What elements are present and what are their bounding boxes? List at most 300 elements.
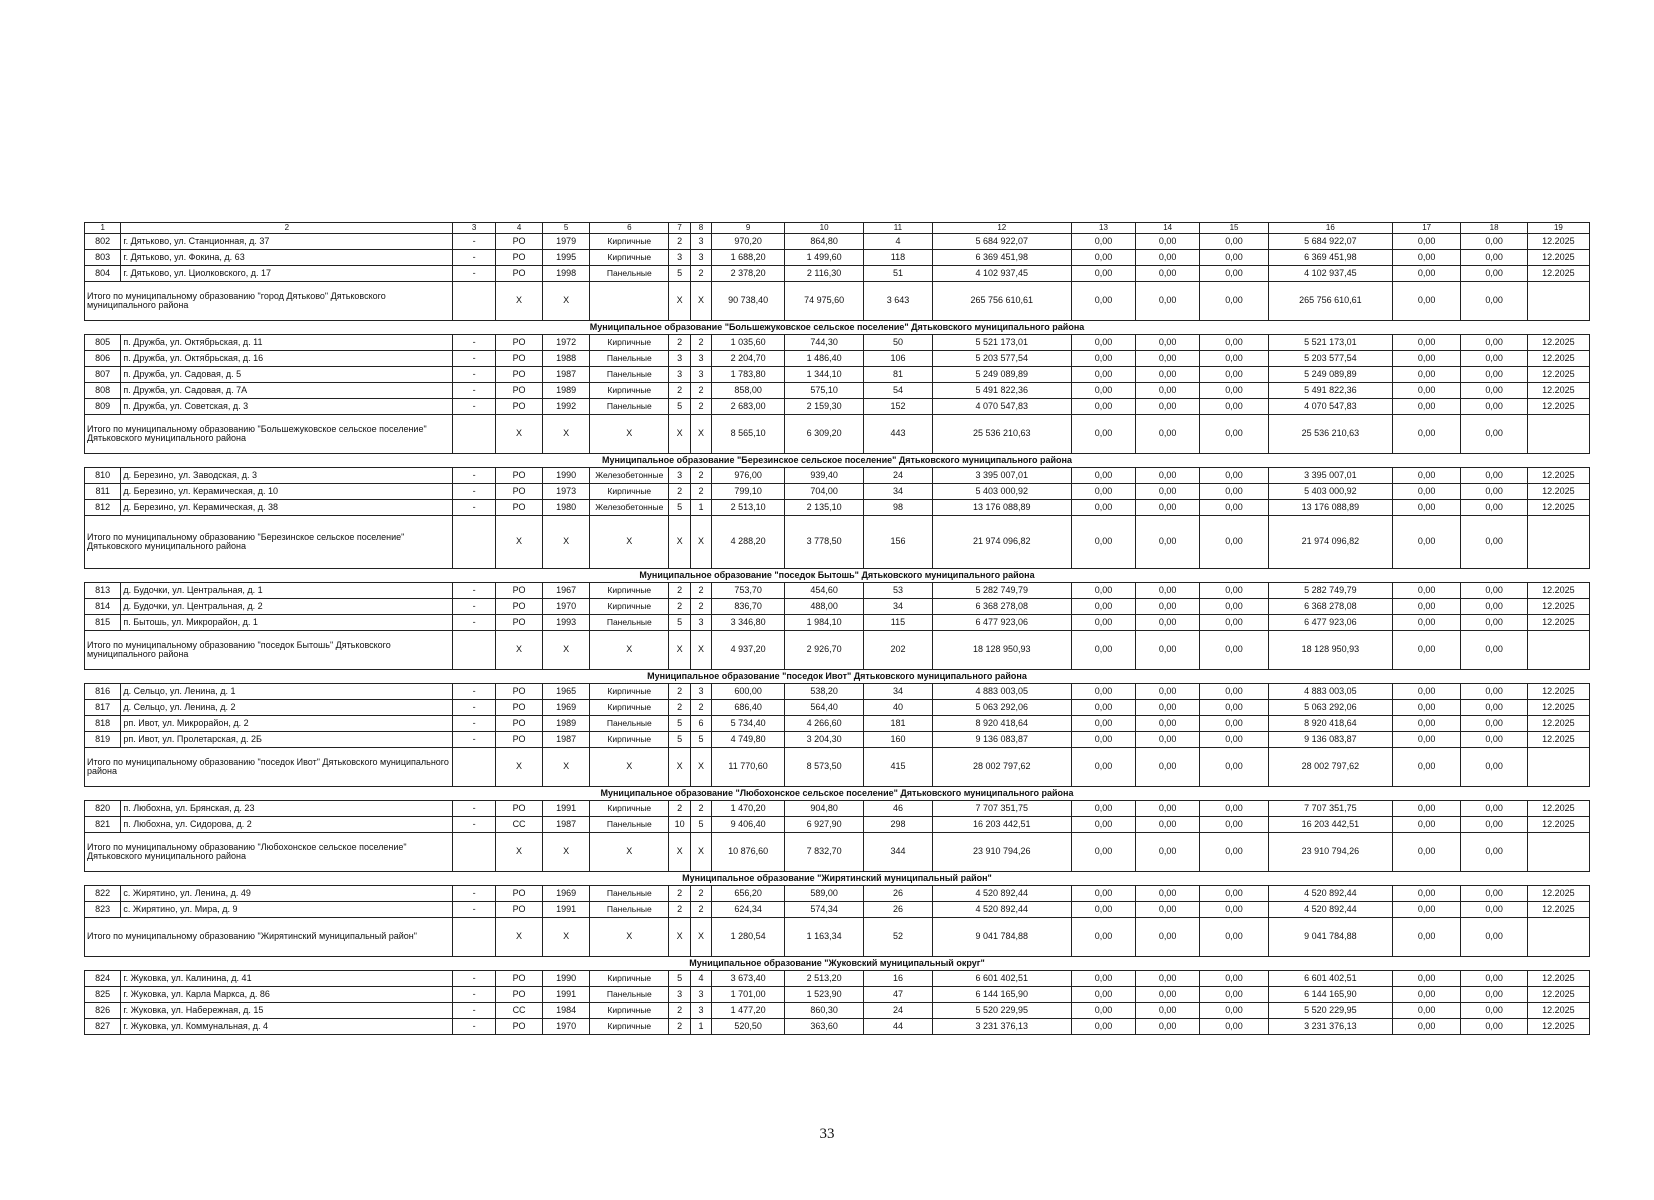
table-cell: 2: [669, 599, 690, 615]
total-cell: 18 128 950,93: [932, 631, 1071, 670]
table-cell: 1 035,60: [712, 335, 785, 351]
total-cell: 0,00: [1392, 282, 1461, 321]
table-cell: 2 513,10: [712, 500, 785, 516]
table-cell: 53: [864, 583, 933, 599]
table-cell: -: [453, 902, 496, 918]
table-cell: 44: [864, 1019, 933, 1035]
table-cell: 0,00: [1392, 1019, 1461, 1035]
total-cell: X: [496, 631, 543, 670]
total-cell: X: [543, 918, 590, 957]
table-cell: 5 521 173,01: [1268, 335, 1392, 351]
table-row: [85, 583, 1590, 599]
total-cell: 0,00: [1071, 833, 1135, 872]
table-row: [85, 1019, 1590, 1035]
table-cell: -: [453, 383, 496, 399]
total-cell: [590, 282, 669, 321]
table-cell: 0,00: [1071, 500, 1135, 516]
table-cell: 7 707 351,75: [932, 801, 1071, 817]
total-cell: [1527, 282, 1589, 321]
address-cell: д. Будочки, ул. Центральная, д. 2: [121, 599, 453, 615]
total-cell: 0,00: [1136, 282, 1200, 321]
table-cell: 5: [669, 615, 690, 631]
table-cell: 2 513,20: [785, 971, 864, 987]
table-cell: 574,34: [785, 902, 864, 918]
total-cell: 265 756 610,61: [1268, 282, 1392, 321]
section-title: Муниципальное образование "Жирятинский муниципальный район": [85, 872, 1590, 886]
table-cell: 805: [85, 335, 121, 351]
total-label: Итого по муниципальному образованию "Большежуковское сельское поселение" Дятьковского муниципального района: [85, 415, 453, 454]
total-label: Итого по муниципальному образованию "поседок Бытошь" Дятьковского муниципального района: [85, 631, 453, 670]
total-cell: 18 128 950,93: [1268, 631, 1392, 670]
table-cell: -: [453, 732, 496, 748]
register-sheet: [84, 222, 1590, 1035]
table-cell: 3 231 376,13: [932, 1019, 1071, 1035]
section-title: Муниципальное образование "Березинское сельское поселение" Дятьковского муниципального района: [85, 454, 1590, 468]
section-title: Муниципальное образование "Жуковский муниципальный округ": [85, 957, 1590, 971]
table-cell: 0,00: [1392, 383, 1461, 399]
table-cell: 704,00: [785, 484, 864, 500]
total-cell: 0,00: [1136, 631, 1200, 670]
table-cell: 0,00: [1136, 684, 1200, 700]
table-cell: -: [453, 700, 496, 716]
table-cell: 0,00: [1136, 615, 1200, 631]
table-cell: 2 159,30: [785, 399, 864, 415]
total-cell: 0,00: [1392, 833, 1461, 872]
total-cell: [1527, 833, 1589, 872]
table-cell: 5 203 577,54: [932, 351, 1071, 367]
table-cell: 1969: [543, 700, 590, 716]
table-cell: 0,00: [1136, 351, 1200, 367]
table-cell: 1965: [543, 684, 590, 700]
table-row: [85, 468, 1590, 484]
table-cell: 0,00: [1136, 468, 1200, 484]
table-cell: -: [453, 234, 496, 250]
total-cell: 0,00: [1200, 415, 1269, 454]
table-cell: 298: [864, 817, 933, 833]
table-cell: 0,00: [1200, 971, 1269, 987]
total-cell: 0,00: [1461, 282, 1527, 321]
column-number: 9: [712, 223, 785, 234]
table-cell: 5 491 822,36: [1268, 383, 1392, 399]
table-cell: 1972: [543, 335, 590, 351]
total-label: Итого по муниципальному образованию "поседок Ивот" Дятьковского муниципального района: [85, 748, 453, 787]
table-cell: РО: [496, 801, 543, 817]
table-cell: 1998: [543, 266, 590, 282]
total-cell: X: [496, 516, 543, 569]
table-cell: 0,00: [1136, 700, 1200, 716]
table-row: [85, 886, 1590, 902]
table-cell: 3 395 007,01: [932, 468, 1071, 484]
table-cell: 2: [690, 700, 711, 716]
table-cell: 813: [85, 583, 121, 599]
total-cell: 0,00: [1461, 748, 1527, 787]
table-cell: 5 403 000,92: [932, 484, 1071, 500]
table-cell: 6: [690, 716, 711, 732]
table-cell: 0,00: [1461, 886, 1527, 902]
total-cell: 0,00: [1392, 415, 1461, 454]
total-cell: 0,00: [1200, 282, 1269, 321]
total-cell: 10 876,60: [712, 833, 785, 872]
table-row: [85, 801, 1590, 817]
address-cell: д. Березино, ул. Заводская, д. 3: [121, 468, 453, 484]
table-cell: 4 749,80: [712, 732, 785, 748]
table-cell: РО: [496, 615, 543, 631]
table-cell: 0,00: [1461, 599, 1527, 615]
total-cell: X: [543, 631, 590, 670]
table-cell: -: [453, 716, 496, 732]
total-cell: 202: [864, 631, 933, 670]
table-cell: 0,00: [1071, 266, 1135, 282]
total-cell: 0,00: [1071, 631, 1135, 670]
table-cell: СС: [496, 1003, 543, 1019]
address-cell: п. Любохна, ул. Брянская, д. 23: [121, 801, 453, 817]
table-cell: 1 783,80: [712, 367, 785, 383]
table-cell: 2: [669, 335, 690, 351]
table-cell: 0,00: [1200, 1019, 1269, 1035]
table-cell: 12.2025: [1527, 583, 1589, 599]
table-cell: 0,00: [1392, 351, 1461, 367]
total-cell: [453, 833, 496, 872]
table-cell: Кирпичные: [590, 335, 669, 351]
table-cell: 2: [669, 684, 690, 700]
total-cell: 21 974 096,82: [1268, 516, 1392, 569]
table-cell: 0,00: [1136, 383, 1200, 399]
table-cell: 0,00: [1461, 468, 1527, 484]
total-cell: 0,00: [1461, 918, 1527, 957]
table-cell: 6 369 451,98: [1268, 250, 1392, 266]
table-cell: 40: [864, 700, 933, 716]
table-cell: РО: [496, 684, 543, 700]
total-cell: [453, 516, 496, 569]
table-cell: 1979: [543, 234, 590, 250]
column-number: 8: [690, 223, 711, 234]
table-cell: 0,00: [1200, 367, 1269, 383]
table-cell: 2: [669, 383, 690, 399]
table-row: [85, 1003, 1590, 1019]
table-cell: 152: [864, 399, 933, 415]
total-cell: 265 756 610,61: [932, 282, 1071, 321]
table-cell: 9 136 083,87: [1268, 732, 1392, 748]
total-cell: 9 041 784,88: [932, 918, 1071, 957]
table-cell: СС: [496, 817, 543, 833]
table-cell: 864,80: [785, 234, 864, 250]
table-cell: РО: [496, 250, 543, 266]
table-cell: 16 203 442,51: [932, 817, 1071, 833]
table-cell: 0,00: [1200, 615, 1269, 631]
table-cell: 1991: [543, 902, 590, 918]
table-cell: 12.2025: [1527, 383, 1589, 399]
table-cell: 2: [669, 700, 690, 716]
table-cell: 0,00: [1071, 716, 1135, 732]
address-cell: п. Бытошь, ул. Микрорайон, д. 1: [121, 615, 453, 631]
table-row: [85, 500, 1590, 516]
table-cell: Панельные: [590, 351, 669, 367]
table-cell: 822: [85, 886, 121, 902]
total-cell: 0,00: [1071, 282, 1135, 321]
table-cell: 2: [669, 484, 690, 500]
table-cell: 826: [85, 1003, 121, 1019]
table-cell: 5 521 173,01: [932, 335, 1071, 351]
total-cell: 415: [864, 748, 933, 787]
table-cell: 12.2025: [1527, 615, 1589, 631]
table-cell: РО: [496, 335, 543, 351]
table-cell: 4 520 892,44: [932, 886, 1071, 902]
table-cell: 24: [864, 1003, 933, 1019]
total-cell: X: [669, 833, 690, 872]
table-cell: 12.2025: [1527, 351, 1589, 367]
total-cell: 74 975,60: [785, 282, 864, 321]
table-cell: 803: [85, 250, 121, 266]
table-row: [85, 902, 1590, 918]
table-cell: 1973: [543, 484, 590, 500]
table-cell: 34: [864, 484, 933, 500]
table-cell: -: [453, 987, 496, 1003]
table-cell: 575,10: [785, 383, 864, 399]
table-cell: 0,00: [1461, 367, 1527, 383]
total-cell: X: [669, 918, 690, 957]
table-cell: 1988: [543, 351, 590, 367]
table-cell: 0,00: [1200, 1003, 1269, 1019]
table-cell: 4 883 003,05: [932, 684, 1071, 700]
table-cell: 816: [85, 684, 121, 700]
table-cell: 0,00: [1136, 399, 1200, 415]
table-row: [85, 599, 1590, 615]
total-cell: X: [690, 833, 711, 872]
total-cell: X: [669, 748, 690, 787]
section-header-row: [85, 569, 1590, 583]
table-cell: Железобетонные: [590, 468, 669, 484]
table-cell: 0,00: [1200, 801, 1269, 817]
table-cell: 4 070 547,83: [1268, 399, 1392, 415]
table-cell: 0,00: [1136, 801, 1200, 817]
table-cell: 0,00: [1071, 732, 1135, 748]
total-row: [85, 282, 1590, 321]
table-cell: 5: [669, 399, 690, 415]
total-cell: 0,00: [1392, 748, 1461, 787]
table-cell: 2 116,30: [785, 266, 864, 282]
table-cell: 4 102 937,45: [1268, 266, 1392, 282]
table-cell: Кирпичные: [590, 583, 669, 599]
table-cell: 0,00: [1392, 801, 1461, 817]
table-cell: 0,00: [1071, 801, 1135, 817]
table-cell: 12.2025: [1527, 468, 1589, 484]
table-cell: 5 063 292,06: [932, 700, 1071, 716]
table-cell: 2: [690, 468, 711, 484]
table-cell: 12.2025: [1527, 801, 1589, 817]
table-cell: 9 406,40: [712, 817, 785, 833]
table-cell: Кирпичные: [590, 234, 669, 250]
table-cell: 0,00: [1071, 599, 1135, 615]
total-cell: 344: [864, 833, 933, 872]
table-cell: 0,00: [1392, 902, 1461, 918]
table-cell: 804: [85, 266, 121, 282]
total-cell: [453, 918, 496, 957]
total-cell: 25 536 210,63: [932, 415, 1071, 454]
total-label: Итого по муниципальному образованию "Березинское сельское поселение" Дятьковского муниципального района: [85, 516, 453, 569]
table-cell: 5: [690, 732, 711, 748]
total-cell: 3 778,50: [785, 516, 864, 569]
total-cell: 0,00: [1392, 631, 1461, 670]
table-cell: -: [453, 599, 496, 615]
table-cell: 5 684 922,07: [932, 234, 1071, 250]
table-cell: 5 203 577,54: [1268, 351, 1392, 367]
total-cell: X: [496, 918, 543, 957]
table-cell: 0,00: [1200, 250, 1269, 266]
table-cell: 13 176 088,89: [932, 500, 1071, 516]
total-cell: 0,00: [1461, 833, 1527, 872]
table-cell: Кирпичные: [590, 383, 669, 399]
table-cell: 807: [85, 367, 121, 383]
table-row: [85, 971, 1590, 987]
table-cell: 810: [85, 468, 121, 484]
total-cell: 52: [864, 918, 933, 957]
table-cell: РО: [496, 700, 543, 716]
table-cell: 1984: [543, 1003, 590, 1019]
column-number: 5: [543, 223, 590, 234]
table-cell: 0,00: [1461, 335, 1527, 351]
table-cell: РО: [496, 399, 543, 415]
table-cell: 12.2025: [1527, 886, 1589, 902]
table-cell: РО: [496, 500, 543, 516]
total-cell: X: [590, 833, 669, 872]
table-cell: 12.2025: [1527, 500, 1589, 516]
table-cell: 9 136 083,87: [932, 732, 1071, 748]
column-number: 17: [1392, 223, 1461, 234]
total-cell: 9 041 784,88: [1268, 918, 1392, 957]
total-cell: X: [496, 415, 543, 454]
table-cell: 0,00: [1071, 817, 1135, 833]
table-cell: 0,00: [1392, 716, 1461, 732]
table-cell: 181: [864, 716, 933, 732]
total-cell: 0,00: [1136, 516, 1200, 569]
section-title: Муниципальное образование "Большежуковское сельское поселение" Дятьковского муниципального района: [85, 321, 1590, 335]
address-cell: рп. Ивот, ул. Микрорайон, д. 2: [121, 716, 453, 732]
column-number: 1: [85, 223, 121, 234]
table-cell: 0,00: [1071, 484, 1135, 500]
table-cell: 12.2025: [1527, 1003, 1589, 1019]
table-cell: 0,00: [1071, 1003, 1135, 1019]
table-cell: 0,00: [1461, 484, 1527, 500]
total-label: Итого по муниципальному образованию "город Дятьково" Дятьковского муниципального района: [85, 282, 453, 321]
table-cell: Панельные: [590, 716, 669, 732]
table-cell: 6 601 402,51: [932, 971, 1071, 987]
table-cell: Панельные: [590, 266, 669, 282]
table-cell: 0,00: [1136, 234, 1200, 250]
table-cell: 0,00: [1200, 234, 1269, 250]
table-cell: 0,00: [1392, 367, 1461, 383]
table-cell: 0,00: [1392, 484, 1461, 500]
total-cell: 28 002 797,62: [1268, 748, 1392, 787]
table-cell: 0,00: [1200, 484, 1269, 500]
total-cell: 1 280,54: [712, 918, 785, 957]
table-cell: 0,00: [1392, 987, 1461, 1003]
table-cell: Кирпичные: [590, 1003, 669, 1019]
table-cell: 0,00: [1461, 902, 1527, 918]
total-cell: X: [590, 516, 669, 569]
column-number: 6: [590, 223, 669, 234]
total-cell: [453, 631, 496, 670]
table-cell: 12.2025: [1527, 732, 1589, 748]
total-cell: 0,00: [1461, 516, 1527, 569]
address-cell: г. Жуковка, ул. Карла Маркса, д. 86: [121, 987, 453, 1003]
table-cell: 0,00: [1200, 500, 1269, 516]
total-cell: 21 974 096,82: [932, 516, 1071, 569]
total-label: Итого по муниципальному образованию "Жирятинский муниципальный район": [85, 918, 453, 957]
table-cell: 0,00: [1136, 902, 1200, 918]
total-cell: X: [669, 282, 690, 321]
table-cell: 4 102 937,45: [932, 266, 1071, 282]
total-row: [85, 516, 1590, 569]
total-cell: 90 738,40: [712, 282, 785, 321]
address-cell: д. Сельцо, ул. Ленина, д. 2: [121, 700, 453, 716]
table-cell: 0,00: [1136, 817, 1200, 833]
table-cell: 0,00: [1461, 500, 1527, 516]
table-cell: 656,20: [712, 886, 785, 902]
total-cell: 0,00: [1461, 415, 1527, 454]
table-cell: РО: [496, 732, 543, 748]
total-cell: 0,00: [1071, 918, 1135, 957]
total-cell: [1527, 415, 1589, 454]
table-cell: 0,00: [1136, 266, 1200, 282]
table-cell: 0,00: [1071, 971, 1135, 987]
table-cell: 12.2025: [1527, 399, 1589, 415]
table-cell: РО: [496, 716, 543, 732]
table-cell: 589,00: [785, 886, 864, 902]
table-cell: 6 144 165,90: [1268, 987, 1392, 1003]
table-cell: 1969: [543, 886, 590, 902]
table-cell: -: [453, 1019, 496, 1035]
total-cell: 6 309,20: [785, 415, 864, 454]
table-cell: 46: [864, 801, 933, 817]
table-cell: -: [453, 583, 496, 599]
table-cell: 0,00: [1071, 383, 1135, 399]
table-cell: 0,00: [1200, 583, 1269, 599]
table-cell: -: [453, 886, 496, 902]
table-cell: 1: [690, 500, 711, 516]
table-cell: 939,40: [785, 468, 864, 484]
table-cell: 809: [85, 399, 121, 415]
table-cell: 3: [690, 1003, 711, 1019]
total-cell: 8 573,50: [785, 748, 864, 787]
table-cell: 744,30: [785, 335, 864, 351]
table-cell: 34: [864, 599, 933, 615]
table-cell: 686,40: [712, 700, 785, 716]
table-cell: 0,00: [1200, 817, 1269, 833]
table-cell: 12.2025: [1527, 335, 1589, 351]
total-row: [85, 833, 1590, 872]
table-cell: 5: [669, 266, 690, 282]
total-cell: 23 910 794,26: [1268, 833, 1392, 872]
table-cell: РО: [496, 599, 543, 615]
total-cell: 0,00: [1200, 631, 1269, 670]
table-cell: 2: [690, 583, 711, 599]
section-title: Муниципальное образование "поседок Ивот" Дятьковского муниципального района: [85, 670, 1590, 684]
total-cell: 0,00: [1071, 516, 1135, 569]
table-cell: 823: [85, 902, 121, 918]
table-cell: 0,00: [1136, 250, 1200, 266]
page-number: 33: [819, 1126, 835, 1142]
table-cell: 1993: [543, 615, 590, 631]
address-cell: д. Будочки, ул. Центральная, д. 1: [121, 583, 453, 599]
table-cell: 0,00: [1200, 468, 1269, 484]
address-cell: г. Жуковка, ул. Калинина, д. 41: [121, 971, 453, 987]
table-cell: 0,00: [1200, 700, 1269, 716]
table-cell: 0,00: [1461, 684, 1527, 700]
total-cell: 0,00: [1071, 415, 1135, 454]
section-title: Муниципальное образование "поседок Бытошь" Дятьковского муниципального района: [85, 569, 1590, 583]
table-cell: 0,00: [1136, 1019, 1200, 1035]
table-cell: 836,70: [712, 599, 785, 615]
